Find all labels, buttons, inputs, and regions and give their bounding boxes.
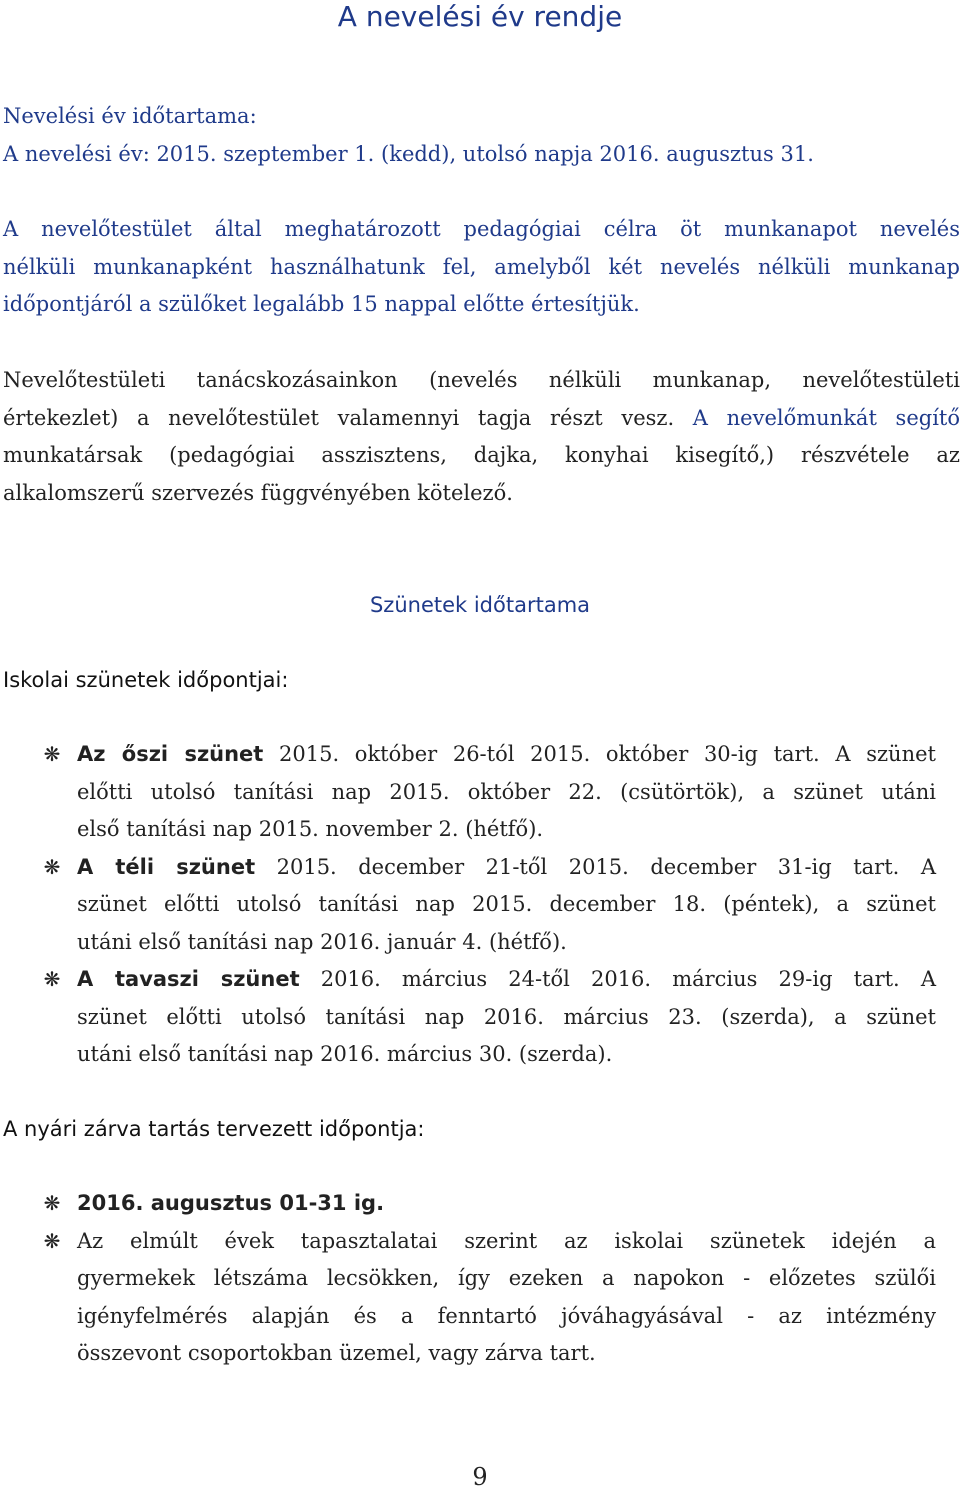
duration-block — [3, 98, 960, 173]
snowflake-icon: ❋ — [43, 1228, 61, 1253]
page-title: A nevelési év rendje — [337, 0, 623, 33]
page-number: 9 — [472, 1463, 488, 1491]
summer-note-line4: összevont csoportokban üzemel, vagy zárva tart. — [77, 1341, 596, 1365]
summer-dates: 2016. augusztus 01-31 ig. — [77, 1191, 385, 1215]
autumn-line1-rest: 2015. október 26-tól 2015. október 30-ig tart. A szünet — [263, 742, 936, 766]
spring-line1-rest: 2016. március 24-től 2016. március 29-ig tart. A — [299, 967, 936, 991]
paragraph2-line1: Nevelőtestületi tanácskozásainkon (nevelés nélküli munkanap, nevelőtestületi — [3, 368, 960, 392]
winter-line2: szünet előtti utolsó tanítási nap 2015. december 18. (péntek), a szünet — [77, 892, 936, 916]
snowflake-icon: ❋ — [43, 742, 61, 766]
autumn-line1 — [77, 736, 936, 774]
summer-note-line2: gyermekek létszáma lecsökken, így ezeken a napokon - előzetes szülői — [77, 1266, 936, 1290]
paragraph-nonteaching-days — [3, 211, 960, 324]
autumn-line3: első tanítási nap 2015. november 2. (hétfő). — [77, 817, 544, 841]
list-item-summer-note — [0, 1223, 960, 1373]
winter-line1 — [77, 849, 936, 887]
spring-line3: utáni első tanítási nap 2016. március 30. (szerda). — [77, 1042, 613, 1066]
paragraph1-line2: nélküli munkanapként használhatunk fel, amelyből két nevelés nélküli munkanap — [3, 254, 960, 279]
spring-line1 — [77, 961, 936, 999]
spring-break-name: A tavaszi szünet — [77, 967, 300, 991]
summer-note-line1: Az elmúlt évek tapasztalatai szerint az iskolai szünetek idején a — [77, 1228, 936, 1253]
paragraph1-line3: időpontjáról a szülőket legalább 15 nappal előtte értesítjük. — [3, 292, 640, 316]
summer-note-line3: igényfelmérés alapján és a fenntartó jóváhagyásával - az intézmény — [77, 1303, 936, 1328]
snowflake-icon: ❋ — [43, 1191, 61, 1215]
paragraph2-line2a: értekezlet) a nevelőtestület valamennyi tagja részt vesz. — [3, 405, 675, 430]
winter-line1-rest: 2015. december 21-től 2015. december 31-ig tart. A — [255, 854, 936, 879]
autumn-break-name: Az őszi szünet — [77, 742, 264, 766]
snowflake-icon: ❋ — [43, 967, 61, 991]
paragraph1-line1: A nevelőtestület által meghatározott pedagógiai célra öt munkanapot nevelés — [3, 217, 960, 241]
summer-closure-label: A nyári zárva tartás tervezett időpontja: — [3, 1117, 425, 1141]
paragraph2-line3: munkatársak (pedagógiai asszisztens, dajka, konyhai kisegítő,) részvétele az — [3, 443, 960, 467]
winter-line3: utáni első tanítási nap 2016. január 4. (hétfő). — [77, 929, 567, 954]
school-breaks-label: Iskolai szünetek időpontjai: — [3, 668, 289, 692]
snowflake-icon: ❋ — [43, 854, 61, 879]
duration-text: A nevelési év: 2015. szeptember 1. (kedd), utolsó napja 2016. augusztus 31. — [3, 141, 814, 166]
summer-closure-list — [0, 1185, 960, 1373]
paragraph2-line2 — [3, 400, 960, 438]
spring-line2: szünet előtti utolsó tanítási nap 2016. március 23. (szerda), a szünet — [77, 1004, 936, 1029]
autumn-line2: előtti utolsó tanítási nap 2015. október 22. (csütörtök), a szünet utáni — [77, 779, 936, 804]
breaks-heading: Szünetek időtartama — [369, 593, 591, 617]
list-item-spring-break — [0, 961, 960, 1074]
paragraph2-line4: alkalomszerű szervezés függvényében kötelező. — [3, 480, 513, 505]
list-item-autumn-break — [0, 736, 960, 849]
duration-label: Nevelési év időtartama: — [3, 104, 257, 128]
winter-break-name: A téli szünet — [77, 854, 256, 879]
list-item-summer-dates — [0, 1185, 960, 1223]
paragraph-staff-meetings — [3, 362, 960, 512]
school-breaks-list — [0, 736, 960, 1074]
paragraph2-line2b: A nevelőmunkát segítő — [674, 405, 960, 430]
list-item-winter-break — [0, 849, 960, 962]
